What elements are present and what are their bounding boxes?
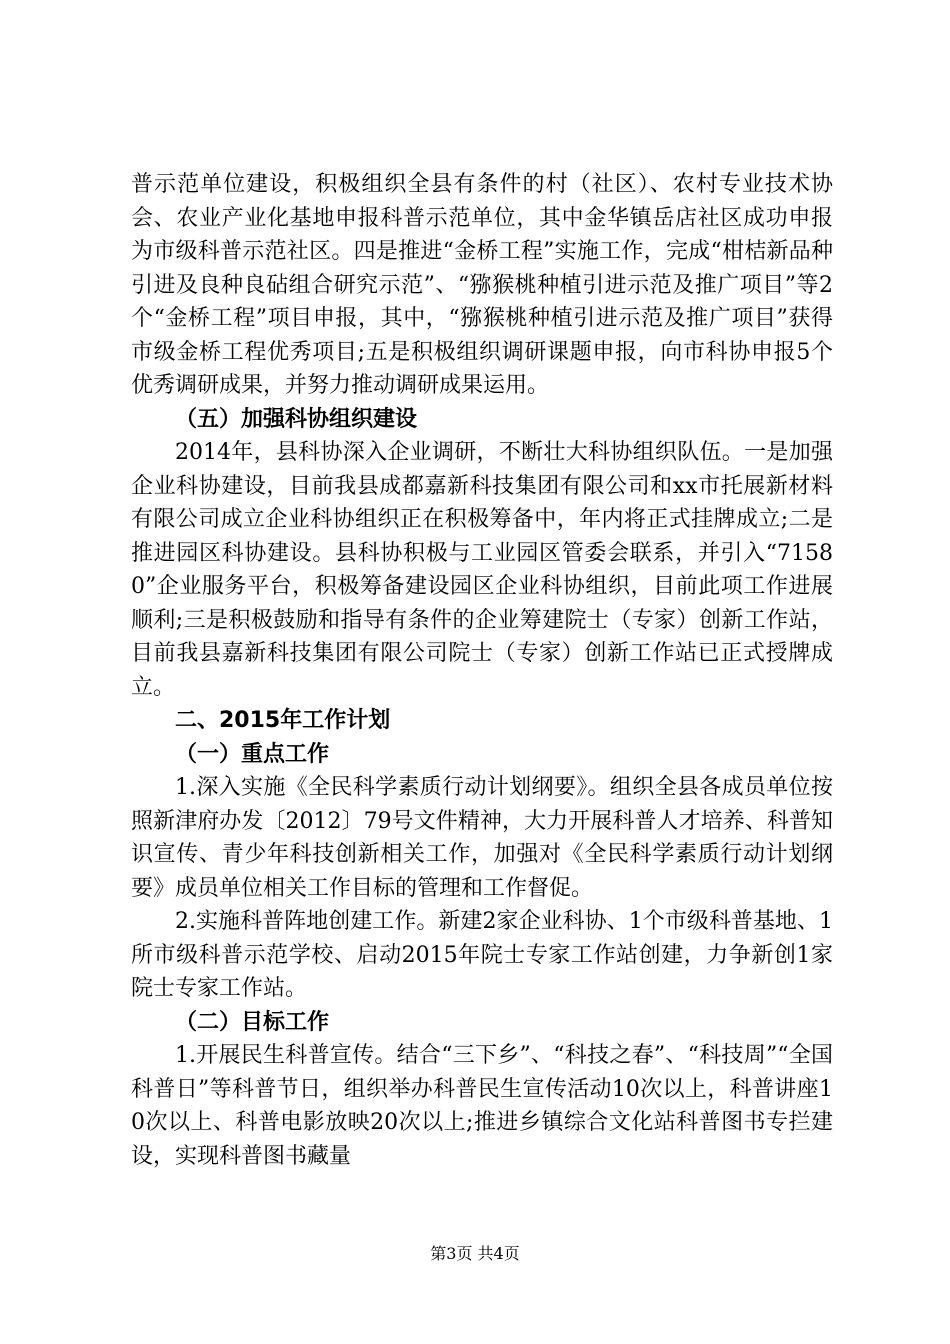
paragraph-target-work-1: 1.开展民生科普宣传。结合“三下乡”、“科技之春”、“科技周”“全国科普日”等科普节日，组织举办科普民生宣传活动10次以上，科普讲座10次以上、科普电影放映20次以上;推进乡镇综合文化站科普图书专拦建设，实现科普图书藏量 — [131, 1043, 833, 1169]
section-heading-key-work: （一）重点工作 — [175, 741, 330, 767]
section-heading-target-work: （二）目标工作 — [175, 1009, 330, 1035]
paragraph-demonstration-units: 普示范单位建设，积极组织全县有条件的村（社区）、农村专业技术协会、农业产业化基地申报科普示范单位，其中金华镇岳店社区成功申报为市级科普示范社区。四是推进“金桥工程”实施工作，完成“柑桔新品种引进及良种良砧组合研究示范”、“猕猴桃种植引进示范及推广项目”等2个“金桥工程”项目申报，其中，“猕猴桃种植引进示范及推广项目”获得市级金桥工程优秀项目;五是积极组织调研课题申报，向市科协申报5个优秀调研成果，并努力推动调研成果运用。 — [131, 172, 833, 398]
section-heading-association-organization: （五）加强科协组织建设 — [175, 406, 418, 432]
document-body — [131, 168, 833, 1173]
paragraph-key-work-2: 2.实施科普阵地创建工作。新建2家企业科协、1个市级科普基地、1所市级科普示范学校、启动2015年院士专家工作站创建，力争新创1家院士专家工作站。 — [131, 909, 833, 1001]
section-heading-2015-plan: 二、2015年工作计划 — [175, 708, 391, 733]
page-number-footer: 第3页 共4页 — [430, 1244, 520, 1263]
paragraph-key-work-1: 1.深入实施《全民科学素质行动计划纲要》。组织全县各成员单位按照新津府办发〔2012〕79号文件精神，大力开展科普人才培养、科普知识宣传、青少年科技创新相关工作，加强对《全民科学素质行动计划纲要》成员单位相关工作目标的管理和工作督促。 — [131, 775, 833, 901]
paragraph-association-organization: 2014年，县科协深入企业调研，不断壮大科协组织队伍。一是加强企业科协建设，目前我县成都嘉新科技集团有限公司和xx市托展新材料有限公司成立企业科协组织正在积极筹备中，年内将正式挂牌成立;二是推进园区科协建设。县科协积极与工业园区管委会联系，并引入“71580”企业服务平台，积极筹备建设园区企业科协组织，目前此项工作进展顺利;三是积极鼓励和指导有条件的企业筹建院士（专家）创新工作站，目前我县嘉新科技集团有限公司院士（专家）创新工作站已正式授牌成立。 — [131, 440, 833, 700]
